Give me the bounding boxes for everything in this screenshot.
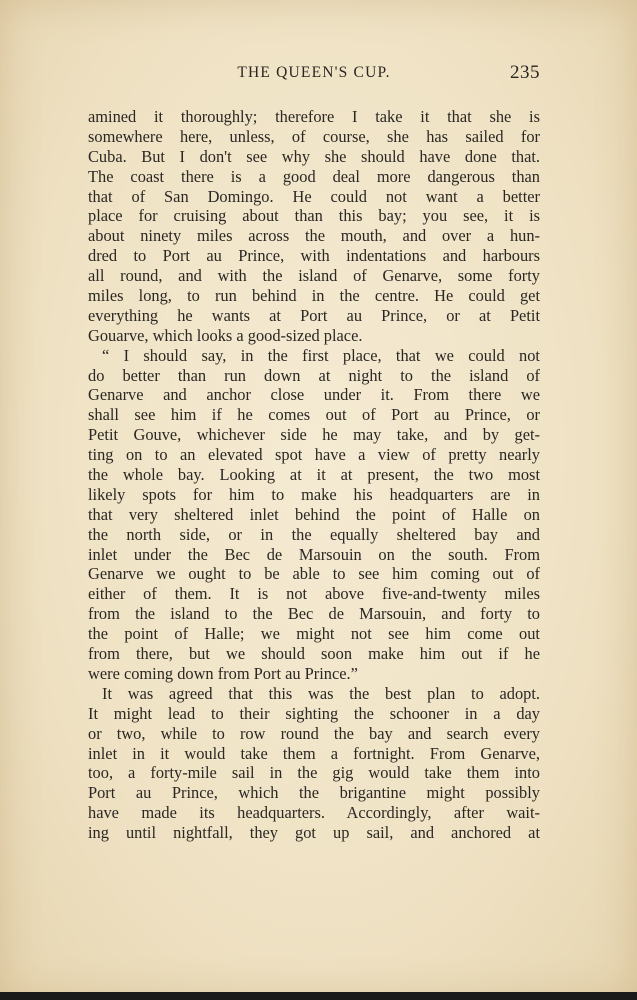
text-line: likely spots for him to make his headquarters are in — [88, 484, 540, 504]
text-line: do better than run down at night to the island of — [88, 365, 540, 385]
text-line: It was agreed that this was the best plan to adopt. — [102, 683, 540, 703]
text-line: from the island to the Bec de Marsouin, and forty to — [88, 604, 540, 624]
text-line: all round, and with the island of Genarve, some forty — [88, 266, 540, 286]
text-line: dred to Port au Prince, with indentations and harbours — [88, 246, 540, 266]
text-line: were coming down from Port au Prince.” — [88, 663, 358, 683]
text-line: amined it thoroughly; therefore I take it that she is — [88, 107, 540, 126]
text-line: have made its headquarters. Accordingly, after wait- — [88, 803, 540, 823]
text-line: ing until nightfall, they got up sail, and anchored at — [88, 823, 540, 843]
running-head — [88, 62, 540, 86]
text-line: the point of Halle; we might not see him come out — [88, 624, 540, 644]
text-line: “ I should say, in the first place, that we could not — [102, 345, 540, 365]
text-line: place for cruising about than this bay; you see, it is — [88, 206, 540, 226]
text-line: or two, while to row round the bay and search every — [88, 723, 540, 743]
text-line: from there, but we should soon make him out if he — [88, 644, 540, 664]
text-line: that very sheltered inlet behind the point of Halle on — [88, 504, 540, 524]
text-line: Gouarve, which looks a good-sized place. — [88, 325, 363, 345]
text-line: Petit Gouve, whichever side he may take, and by get- — [88, 425, 540, 445]
text-line: everything he wants at Port au Prince, or at Petit — [88, 305, 540, 325]
text-line: the north side, or in the equally sheltered bay and — [88, 524, 540, 544]
text-line: It might lead to their sighting the schooner in a day — [88, 703, 540, 723]
text-line: too, a forty-mile sail in the gig would take them into — [88, 763, 540, 783]
text-line: miles long, to run behind in the centre. He could get — [88, 286, 540, 306]
text-line: the whole bay. Looking at it at present, the two most — [88, 465, 540, 485]
text-line: about ninety miles across the mouth, and over a hun- — [88, 226, 540, 246]
text-line: inlet under the Bec de Marsouin on the south. From — [88, 544, 540, 564]
running-title: THE QUEEN'S CUP. — [237, 64, 391, 81]
text-line: Port au Prince, which the brigantine might possibly — [88, 783, 540, 803]
text-line: Genarve and anchor close under it. From there we — [88, 385, 540, 405]
text-line: that of San Domingo. He could not want a better — [88, 186, 540, 206]
text-line: Genarve we ought to be able to see him coming out of — [88, 564, 540, 584]
text-line: shall see him if he comes out of Port au Prince, or — [88, 405, 540, 425]
page-number: 235 — [510, 62, 540, 83]
text-line: either of them. It is not above five-and-twenty miles — [88, 584, 540, 604]
scan-edge — [0, 992, 637, 1000]
text-line: Cuba. But I don't see why she should have done that. — [88, 146, 540, 166]
text-line: inlet in it would take them a fortnight. From Genarve, — [88, 743, 540, 763]
text-line: somewhere here, unless, of course, she has sailed for — [88, 126, 540, 146]
text-line: The coast there is a good deal more dangerous than — [88, 166, 540, 186]
body-text — [88, 107, 540, 843]
text-line: ting on to an elevated spot have a view of pretty nearly — [88, 445, 540, 465]
